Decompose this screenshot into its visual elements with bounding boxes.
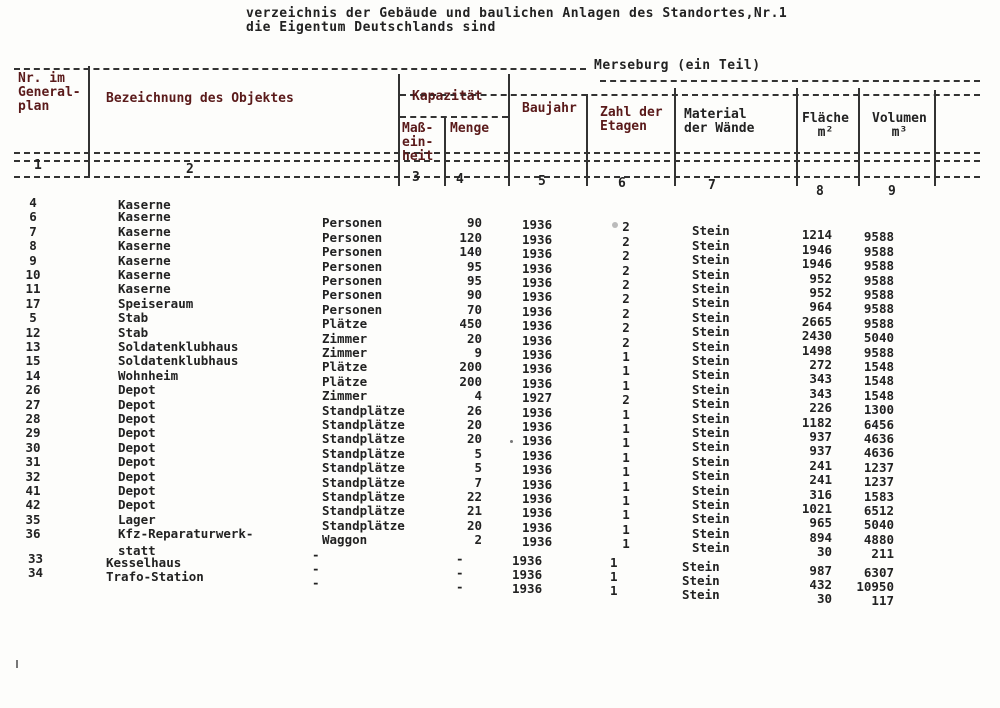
tail-obj-cont: statt xyxy=(118,543,156,558)
cell-year: 1936 xyxy=(522,491,553,506)
cell-nr: 4 xyxy=(29,195,37,210)
cell-obj: Depot xyxy=(118,439,156,455)
cell-mat: Stein xyxy=(692,237,730,253)
cell-nr: 8 xyxy=(29,238,37,254)
tail-mat-1: Stein xyxy=(682,559,720,574)
cell-mat: Stein xyxy=(692,309,730,325)
header-etagen-line2: Etagen xyxy=(600,119,647,134)
cell-area: 343 xyxy=(809,371,832,387)
tail-obj-33: Kesselhaus xyxy=(106,555,182,570)
cell-area: 894 xyxy=(809,529,832,545)
cell-obj: Kaserne xyxy=(118,281,171,297)
cell-unit: Plätze xyxy=(322,373,368,389)
header-nr-line1: Nr. im xyxy=(18,71,65,86)
cell-year: 1936 xyxy=(522,447,553,463)
document-title-line1: verzeichnis der Gebäude und baulichen Anlagen des Standortes,Nr.1 xyxy=(246,6,788,21)
cell-obj: Depot xyxy=(118,468,156,484)
cell-area: 272 xyxy=(809,357,832,372)
cell-year: 1936 xyxy=(522,433,553,449)
cell-nr: 14 xyxy=(25,367,41,383)
cell-nr: 31 xyxy=(25,454,41,470)
header-nr xyxy=(18,72,81,114)
cell-floors: 1 xyxy=(622,493,630,508)
tail-year-3: 1936 xyxy=(512,581,543,596)
tail-qty-dash-1: - xyxy=(456,551,464,566)
cell-qty: 200 xyxy=(459,373,482,389)
header-mass-line3: heit xyxy=(402,149,434,164)
cell-unit: Personen xyxy=(322,229,383,245)
cell-obj: Wohnheim xyxy=(118,367,179,383)
tail-qty-dash-3: - xyxy=(456,579,464,594)
cell-floors: 2 xyxy=(622,320,630,336)
cell-vol: 5040 xyxy=(863,517,894,533)
cell-vol: 4636 xyxy=(863,431,894,446)
cell-qty: 90 xyxy=(466,287,482,303)
cell-nr: 7 xyxy=(29,223,37,239)
header-material xyxy=(684,108,754,136)
cell-floors: 1 xyxy=(622,449,630,465)
cell-unit: Standplätze xyxy=(322,402,405,418)
cell-vol: 9588 xyxy=(863,258,894,274)
cell-area: 1498 xyxy=(801,342,832,358)
header-nr-line3: plan xyxy=(18,99,50,114)
cell-mat: Stein xyxy=(692,468,730,484)
tail-floors-1: 1 xyxy=(610,555,618,570)
cell-unit: Zimmer xyxy=(322,330,368,346)
cell-qty: 90 xyxy=(466,215,482,231)
cell-nr: 32 xyxy=(25,468,41,484)
cell-floors: 1 xyxy=(622,521,630,537)
tail-mat-3: Stein xyxy=(682,587,720,602)
header-bottom-rule-2 xyxy=(14,160,980,162)
cell-obj: Depot xyxy=(118,425,156,441)
cell-year: 1936 xyxy=(522,347,553,362)
document-title-line2: die Eigentum Deutschlands sind xyxy=(246,20,496,35)
cell-obj: Kaserne xyxy=(118,252,171,268)
cell-obj: Speiseraum xyxy=(118,295,194,311)
cell-mat: Stein xyxy=(692,525,730,541)
cell-mat: Stein xyxy=(692,453,730,469)
cell-qty: 21 xyxy=(466,503,482,519)
header-flaeche-line1: Fläche xyxy=(802,111,849,126)
cell-floors: 1 xyxy=(622,507,630,523)
cell-qty: 95 xyxy=(466,273,482,288)
header-rule-2 xyxy=(400,94,980,96)
cell-floors: 2 xyxy=(622,262,630,278)
header-material-line2: der Wände xyxy=(684,121,755,136)
cell-obj: Kaserne xyxy=(118,238,171,254)
cell-qty: 200 xyxy=(459,359,482,375)
cell-obj: Lager xyxy=(118,511,156,527)
cell-mat: Stein xyxy=(692,396,730,412)
header-mass-line2: ein- xyxy=(402,135,434,150)
tail-area-3: 30 xyxy=(816,591,832,606)
cell-mat: Stein xyxy=(692,497,730,512)
cell-area: 316 xyxy=(809,486,832,502)
cell-obj: Soldatenklubhaus xyxy=(118,353,239,369)
cell-vol: 1237 xyxy=(863,459,894,475)
cell-qty: 20 xyxy=(466,330,482,346)
cell-nr: 15 xyxy=(25,353,41,369)
header-volumen-line1: Volumen xyxy=(872,111,927,126)
cell-nr: 11 xyxy=(25,281,41,297)
cell-unit: Standplätze xyxy=(322,445,405,461)
cell-vol: 9588 xyxy=(863,287,894,302)
cell-nr: 30 xyxy=(25,439,41,455)
cell-area: 1946 xyxy=(801,256,832,272)
cell-qty: 20 xyxy=(466,517,482,533)
col-divider-8 xyxy=(858,88,860,186)
col-divider-7 xyxy=(796,88,798,186)
cell-year: 1936 xyxy=(522,505,553,521)
cell-unit: Personen xyxy=(322,301,383,317)
cell-floors: 1 xyxy=(622,478,630,494)
cell-obj: Kaserne xyxy=(118,267,171,282)
cell-obj: Depot xyxy=(118,411,156,426)
cell-year: 1936 xyxy=(522,303,553,319)
cell-nr: 29 xyxy=(25,425,41,441)
header-volumen xyxy=(872,112,927,140)
tail-obj-34: Trafo-Station xyxy=(106,569,204,584)
cell-floors: 2 xyxy=(622,334,630,350)
cell-mat: Stein xyxy=(692,252,730,268)
cell-area: 1946 xyxy=(801,241,832,257)
cell-qty: 450 xyxy=(459,316,482,332)
cell-area: 952 xyxy=(809,270,832,286)
cell-year: 1936 xyxy=(522,332,553,348)
cell-obj: Depot xyxy=(118,454,156,470)
cell-area: 1214 xyxy=(801,227,832,243)
cell-vol: 6456 xyxy=(863,416,894,432)
tail-unit-dash-2: - xyxy=(312,561,320,576)
col-divider-6 xyxy=(674,88,676,186)
cell-vol: 4636 xyxy=(863,445,894,461)
cell-area: 937 xyxy=(809,429,832,444)
cell-floors: 1 xyxy=(622,377,630,393)
header-volumen-line2: m³ xyxy=(891,125,908,140)
cell-vol: 9588 xyxy=(863,301,894,317)
cell-year: 1936 xyxy=(522,534,553,550)
cell-year: 1936 xyxy=(522,462,553,478)
column-number-7: 7 xyxy=(708,178,716,193)
column-number-5: 5 xyxy=(538,174,546,189)
cell-vol: 4880 xyxy=(863,531,894,547)
cell-vol: 1548 xyxy=(863,359,894,374)
cell-vol: 1548 xyxy=(863,387,894,403)
cell-unit: Standplätze xyxy=(322,417,405,432)
scan-speck xyxy=(16,660,18,668)
col-divider-3 xyxy=(444,118,446,186)
cell-nr: 17 xyxy=(25,295,41,311)
tail-floors-2: 1 xyxy=(610,569,618,584)
cell-area: 965 xyxy=(809,515,832,531)
cell-nr: 36 xyxy=(25,526,41,542)
cell-unit: Personen xyxy=(322,258,383,274)
tail-year-2: 1936 xyxy=(512,567,543,582)
cell-nr: 35 xyxy=(25,511,41,527)
header-etagen xyxy=(600,106,663,134)
cell-nr: 26 xyxy=(25,382,41,398)
cell-obj: Kaserne xyxy=(118,209,171,225)
column-number-6: 6 xyxy=(618,176,626,191)
cell-unit: Plätze xyxy=(322,316,368,332)
cell-qty: 5 xyxy=(474,460,482,476)
cell-nr: 5 xyxy=(29,310,37,326)
cell-area: 1182 xyxy=(801,414,832,430)
cell-qty: 20 xyxy=(466,431,482,447)
column-number-2: 2 xyxy=(186,162,194,177)
cell-year: 1936 xyxy=(522,519,553,535)
location-label: Merseburg (ein Teil) xyxy=(594,58,761,73)
cell-mat: Stein xyxy=(692,324,730,340)
header-mass-line1: Maß- xyxy=(402,121,434,136)
cell-unit: Personen xyxy=(322,287,383,303)
cell-floors: 1 xyxy=(622,435,630,451)
cell-vol: 1548 xyxy=(863,373,894,389)
cell-year: 1936 xyxy=(522,231,553,247)
header-kapazitaet: Kapazität xyxy=(412,89,483,104)
cell-qty: 26 xyxy=(466,402,482,418)
cell-year: 1936 xyxy=(522,361,553,377)
header-masseinheit xyxy=(402,122,433,164)
cell-area: 343 xyxy=(809,385,832,401)
cell-qty: 9 xyxy=(474,345,482,360)
cell-floors: 2 xyxy=(622,291,630,307)
kapazitaet-rule xyxy=(400,116,508,118)
cell-qty: 4 xyxy=(474,388,482,404)
header-top-rule xyxy=(14,68,586,70)
cell-unit: Standplätze xyxy=(322,489,405,504)
cell-mat: Stein xyxy=(692,381,730,397)
cell-qty: 140 xyxy=(459,244,482,260)
cell-qty: 5 xyxy=(474,445,482,461)
cell-nr: 41 xyxy=(25,483,41,498)
cell-mat: Stein xyxy=(692,482,730,498)
cell-floors: 2 xyxy=(622,248,630,264)
cell-unit: Standplätze xyxy=(322,460,405,476)
cell-floors: 1 xyxy=(622,536,630,552)
cell-unit: Standplätze xyxy=(322,431,405,447)
cell-year: 1936 xyxy=(522,375,553,391)
cell-mat: Stein xyxy=(692,511,730,527)
cell-nr: 27 xyxy=(25,396,41,412)
cell-vol: 6512 xyxy=(863,503,894,518)
column-number-3: 3 xyxy=(412,170,420,185)
cell-vol: 5040 xyxy=(863,330,894,346)
col-divider-1 xyxy=(88,66,90,178)
header-material-line1: Material xyxy=(684,107,747,122)
cell-floors: 2 xyxy=(622,219,630,235)
header-flaeche-line2: m² xyxy=(817,125,834,140)
cell-mat: Stein xyxy=(692,266,730,282)
header-nr-line2: General- xyxy=(18,85,81,100)
cell-unit: Personen xyxy=(322,273,383,288)
tail-area-2: 432 xyxy=(809,577,832,592)
cell-floors: 1 xyxy=(622,464,630,480)
cell-mat: Stein xyxy=(692,295,730,311)
cell-area: 241 xyxy=(809,472,832,488)
cell-unit: Waggon xyxy=(322,532,368,548)
cell-vol: 1583 xyxy=(863,488,894,504)
cell-nr: 42 xyxy=(25,497,41,513)
cell-nr: 28 xyxy=(25,411,41,426)
header-bottom-rule xyxy=(14,152,980,154)
cell-unit: Plätze xyxy=(322,359,368,375)
cell-floors: 1 xyxy=(622,349,630,364)
cell-mat: Stein xyxy=(692,439,730,455)
header-bezeichnung: Bezeichnung des Objektes xyxy=(106,91,294,106)
cell-vol: 211 xyxy=(871,546,894,562)
cell-year: 1936 xyxy=(522,404,553,420)
cell-floors: 1 xyxy=(622,406,630,422)
column-number-4: 4 xyxy=(456,172,464,187)
cell-obj: Stab xyxy=(118,310,149,326)
column-number-8: 8 xyxy=(816,184,824,199)
scan-speck xyxy=(510,440,513,443)
cell-obj: Depot xyxy=(118,483,156,498)
cell-unit: Standplätze xyxy=(322,517,405,533)
cell-mat: Stein xyxy=(692,410,730,426)
cell-obj: Stab xyxy=(118,324,149,340)
cell-unit: Standplätze xyxy=(322,474,405,490)
cell-floors: 1 xyxy=(622,421,630,436)
tail-area-1: 987 xyxy=(809,563,832,578)
cell-mat: Stein xyxy=(692,540,730,556)
column-number-1: 1 xyxy=(34,158,42,173)
cell-floors: 2 xyxy=(622,305,630,321)
cell-mat: Stein xyxy=(692,367,730,383)
column-number-9: 9 xyxy=(888,184,896,199)
header-etagen-line1: Zahl der xyxy=(600,105,663,120)
cell-vol: 9588 xyxy=(863,243,894,259)
cell-year: 1936 xyxy=(522,419,553,434)
cell-qty: 20 xyxy=(466,417,482,432)
cell-obj: Depot xyxy=(118,382,156,398)
col-divider-2 xyxy=(398,74,400,186)
column-number-rule xyxy=(14,176,980,178)
cell-vol: 9588 xyxy=(863,229,894,245)
col-divider-5 xyxy=(586,94,588,186)
cell-vol: 1300 xyxy=(863,402,894,418)
header-flaeche xyxy=(802,112,849,140)
cell-year: 1936 xyxy=(522,275,553,290)
cell-area: 2430 xyxy=(801,328,832,344)
cell-mat: Stein xyxy=(692,338,730,354)
cell-vol: 9588 xyxy=(863,344,894,360)
header-top-rule-right xyxy=(600,80,980,82)
cell-vol: 9588 xyxy=(863,272,894,288)
header-baujahr: Baujahr xyxy=(522,101,577,116)
cell-unit: Standplätze xyxy=(322,503,405,519)
tail-vol-1: 6307 xyxy=(863,565,894,580)
cell-floors: 2 xyxy=(622,392,630,408)
tail-qty-dash-2: - xyxy=(456,565,464,580)
cell-mat: Stein xyxy=(692,353,730,368)
cell-year: 1927 xyxy=(522,390,553,406)
cell-obj: Kaserne xyxy=(118,197,171,212)
scan-speck xyxy=(612,222,618,228)
cell-nr: 9 xyxy=(29,252,37,268)
cell-area: 952 xyxy=(809,285,832,300)
tail-floors-3: 1 xyxy=(610,583,618,598)
cell-mat: Stein xyxy=(692,223,730,239)
cell-qty: 70 xyxy=(466,301,482,317)
tail-vol-3: 117 xyxy=(871,593,894,608)
cell-year: 1936 xyxy=(522,289,553,305)
tail-mat-2: Stein xyxy=(682,573,720,588)
cell-mat: Stein xyxy=(692,425,730,440)
cell-area: 2665 xyxy=(801,313,832,329)
cell-nr: 12 xyxy=(25,324,41,340)
cell-year: 1936 xyxy=(522,476,553,492)
cell-year: 1936 xyxy=(522,260,553,276)
cell-unit: Personen xyxy=(322,215,383,231)
cell-area: 226 xyxy=(809,400,832,416)
cell-area: 241 xyxy=(809,457,832,473)
cell-area: 1021 xyxy=(801,501,832,516)
cell-obj: Depot xyxy=(118,396,156,412)
cell-area: 937 xyxy=(809,443,832,459)
cell-unit: Personen xyxy=(322,244,383,260)
cell-obj: Kaserne xyxy=(118,223,171,239)
cell-year: 1936 xyxy=(522,217,553,233)
cell-qty: 2 xyxy=(474,532,482,548)
header-menge: Menge xyxy=(450,121,490,136)
cell-nr: 13 xyxy=(25,339,41,354)
cell-obj: Soldatenklubhaus xyxy=(118,339,239,354)
cell-qty: 120 xyxy=(459,229,482,245)
cell-mat: Stein xyxy=(692,281,730,296)
col-divider-4 xyxy=(508,74,510,186)
cell-year: 1936 xyxy=(522,246,553,262)
cell-obj: Kfz-Reparaturwerk- xyxy=(118,526,254,542)
tail-unit-dash-1: - xyxy=(312,547,320,562)
cell-year: 1936 xyxy=(522,318,553,334)
table-row xyxy=(0,196,1000,210)
cell-floors: 2 xyxy=(622,277,630,292)
cell-obj: Depot xyxy=(118,497,156,513)
cell-qty: 22 xyxy=(466,489,482,504)
cell-unit: Zimmer xyxy=(322,345,368,360)
tail-year-1: 1936 xyxy=(512,553,543,568)
tail-nr-34: 34 xyxy=(28,565,44,580)
cell-qty: 7 xyxy=(474,474,482,490)
cell-floors: 2 xyxy=(622,233,630,249)
cell-vol: 9588 xyxy=(863,315,894,331)
cell-nr: 6 xyxy=(29,209,37,225)
cell-area: 30 xyxy=(816,544,832,560)
cell-area: 964 xyxy=(809,299,832,315)
cell-nr: 10 xyxy=(25,267,41,282)
cell-vol: 1237 xyxy=(863,474,894,490)
table-row xyxy=(0,238,1000,274)
cell-unit: Zimmer xyxy=(322,388,368,404)
tail-vol-2: 10950 xyxy=(856,579,894,594)
cell-qty: 95 xyxy=(466,258,482,274)
cell-floors: 1 xyxy=(622,363,630,379)
tail-nr-33: 33 xyxy=(28,551,44,566)
col-divider-9 xyxy=(934,90,936,186)
tail-unit-dash-3: - xyxy=(312,575,320,590)
